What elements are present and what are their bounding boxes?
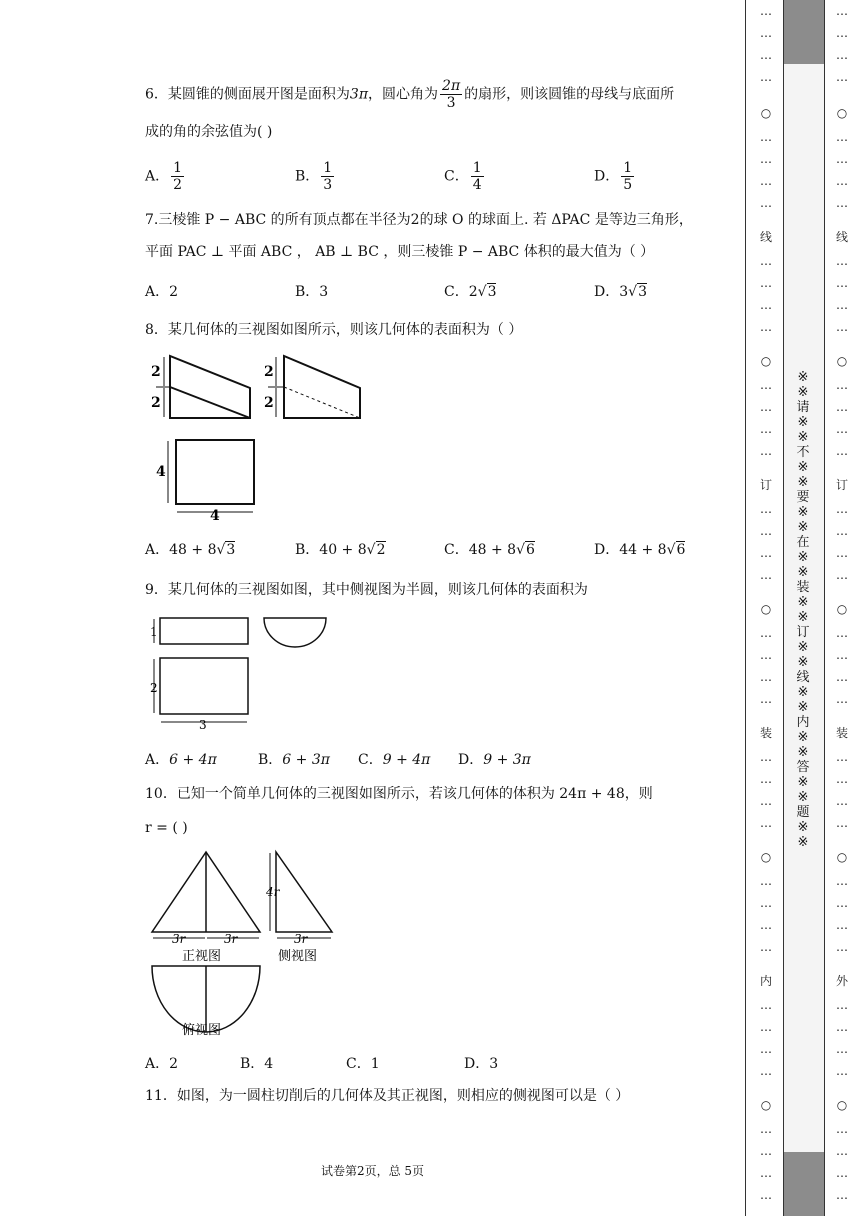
q8-opt-d-label: D． xyxy=(594,542,620,558)
outer-dots-7: … … … … xyxy=(836,750,848,830)
q7-opt-b-value: 3 xyxy=(319,284,329,300)
inner-dots-5: … … … … xyxy=(760,502,772,582)
inner-dots-9: … … … … xyxy=(760,998,772,1078)
q10-label-left-w: 3r xyxy=(172,932,186,946)
inner-mark-nei: 内 xyxy=(759,974,772,988)
q8-opt-d-radicand: 6 xyxy=(676,542,686,558)
q9-label-h1: 1 xyxy=(150,625,158,639)
q9-option-b xyxy=(258,750,330,770)
q10-label-right-w: 3r xyxy=(224,932,238,946)
question-8-line-1: 8．某几何体的三视图如图所示，则该几何体的表面积为（ ） xyxy=(145,322,523,338)
inner-mark-zhuang: 装 xyxy=(759,726,772,740)
q9-option-c xyxy=(358,750,430,770)
question-6-line-1 xyxy=(145,78,674,111)
q7-opt-d-label: D． xyxy=(594,284,620,300)
q8-opt-a-radicand: 3 xyxy=(226,542,236,558)
q6-opt-b-num: 1 xyxy=(323,160,333,176)
inner-dots-7: … … … … xyxy=(760,750,772,830)
q7-opt-b-label: B． xyxy=(295,284,320,300)
q8-opt-c-radicand: 6 xyxy=(526,542,535,558)
q8-label-side: 4 xyxy=(156,464,166,480)
q10-option-a xyxy=(145,1054,178,1074)
outer-mark-ding: 订 xyxy=(835,478,848,492)
q10-opt-d-value: 3 xyxy=(489,1056,499,1072)
outer-dots-4: … … … … xyxy=(836,378,848,458)
outer-dots-10: … … … … xyxy=(836,1122,848,1202)
q6-opt-a-num: 1 xyxy=(173,160,183,176)
q8-label-h2: 2 xyxy=(151,395,161,411)
q8-option-c: C．48 + 8√6 xyxy=(444,542,535,558)
question-11-line-1: 11．如图，为一圆柱切削后的几何体及其正视图，则相应的侧视图可以是（ ） xyxy=(145,1088,630,1104)
q10-opt-d-label: D． xyxy=(464,1056,490,1072)
margin-border-left xyxy=(745,0,746,1216)
outer-dots-8: … … … … xyxy=(836,874,848,954)
q8-label-h4: 2 xyxy=(264,395,274,411)
inner-circle-1: ○ xyxy=(760,106,772,120)
q10-opt-a-label: A． xyxy=(145,1056,170,1072)
q9-option-a xyxy=(145,750,217,770)
q6-text-c: 的扇形，则该圆锥的母线与底面所 xyxy=(464,86,675,103)
q6-option-c xyxy=(444,160,486,193)
q6-text-a: 6．某圆锥的侧面展开图是面积为 xyxy=(145,86,350,103)
q7-opt-c-coef: 2 xyxy=(468,284,478,300)
question-7-line-2: 平面 PAC ⊥ 平面 ABC ， AB ⊥ BC ，则三棱锥 P − ABC 体积的最大值为（ ） xyxy=(145,244,655,260)
q10-label-side-w: 3r xyxy=(294,932,308,946)
q10-opt-b-value: 4 xyxy=(264,1056,274,1072)
q10-label-top-view: 俯视图 xyxy=(182,1023,222,1038)
inner-circle-2: ○ xyxy=(760,354,772,368)
outer-circle-5: ○ xyxy=(836,1098,848,1112)
q6-opt-d-den: 5 xyxy=(623,177,633,193)
q10-label-front-view: 正视图 xyxy=(182,949,222,964)
q8-opt-a-label: A． xyxy=(145,542,170,558)
q8-opt-d-expr: 44 + 8 xyxy=(619,542,667,558)
q9-opt-b-value: 6 + 3π xyxy=(282,752,330,768)
q7-opt-a-value: 2 xyxy=(169,284,179,300)
binding-band-top-block xyxy=(783,0,825,64)
q8-label-bottom: 4 xyxy=(210,508,220,522)
no-answer-warning: ※※请※※不※※要※※在※※装※※订※※线※※内※※答※※题※※ xyxy=(796,370,810,850)
q10-label-side-view: 侧视图 xyxy=(278,949,318,964)
q10-option-d xyxy=(464,1054,498,1074)
q6-angle-num: 2π xyxy=(442,78,461,94)
q7-option-b xyxy=(295,282,328,302)
q7-opt-d-radicand: 3 xyxy=(638,284,647,300)
q10-label-side-h: 4r xyxy=(266,885,280,899)
inner-mark-ding: 订 xyxy=(759,478,772,492)
q6-angle-fraction xyxy=(440,78,462,111)
inner-circle-4: ○ xyxy=(760,850,772,864)
q8-opt-b-label: B． xyxy=(295,542,320,558)
outer-dots-5: … … … … xyxy=(836,502,848,582)
page-footer: 试卷第2页，总 5页 xyxy=(320,1164,425,1178)
q7-opt-c-radicand: 3 xyxy=(487,284,497,300)
q8-option-b: B．40 + 8√2 xyxy=(295,542,386,558)
inner-dots-6: … … … … xyxy=(760,626,772,706)
question-9-line-1: 9．某几何体的三视图如图，其中侧视图为半圆，则该几何体的表面积为 xyxy=(145,582,588,598)
q7-option-c: C．2√3 xyxy=(444,284,497,300)
q10-option-b xyxy=(240,1054,273,1074)
q9-opt-c-value: 9 + 4π xyxy=(382,752,431,768)
q9-opt-a-value: 6 + 4π xyxy=(169,752,217,768)
q10-three-view-figure xyxy=(148,848,338,1040)
outer-circle-1: ○ xyxy=(836,106,848,120)
q10-opt-b-label: B． xyxy=(240,1056,265,1072)
q9-option-d xyxy=(458,750,531,770)
q9-opt-c-label: C． xyxy=(358,752,383,768)
q8-label-h3: 2 xyxy=(264,364,274,380)
outer-circle-4: ○ xyxy=(836,850,848,864)
q10-opt-c-value: 1 xyxy=(370,1056,380,1072)
q6-opt-d-num: 1 xyxy=(623,160,633,176)
outer-mark-wai: 外 xyxy=(835,974,848,988)
inner-dots-2: … … … … xyxy=(760,130,772,210)
outer-mark-xian: 线 xyxy=(835,230,848,244)
q9-three-view-figure xyxy=(146,612,336,732)
q8-opt-a-expr: 48 + 8 xyxy=(169,542,217,558)
q6-option-d xyxy=(594,160,636,193)
q6-angle-den: 3 xyxy=(446,95,456,111)
q6-opt-c-label: C． xyxy=(444,168,469,185)
outer-dots-9: … … … … xyxy=(836,998,848,1078)
question-6-line-2: 成的角的余弦值为( ) xyxy=(145,124,273,140)
outer-dots-1: … … … … xyxy=(836,4,848,84)
q9-opt-b-label: B． xyxy=(258,752,283,768)
q8-opt-c-label: C． xyxy=(444,542,469,558)
inner-dots-8: … … … … xyxy=(760,874,772,954)
q9-opt-a-label: A． xyxy=(145,752,170,768)
question-10-line-2: r = ( ) xyxy=(145,820,188,836)
q6-opt-b-den: 3 xyxy=(323,177,333,193)
q6-opt-c-num: 1 xyxy=(472,160,482,176)
q7-option-a xyxy=(145,282,178,302)
q9-label-w: 3 xyxy=(199,718,207,732)
q8-opt-b-expr: 40 + 8 xyxy=(319,542,367,558)
binding-band-bottom-block xyxy=(783,1152,825,1216)
q6-opt-c-den: 4 xyxy=(472,177,482,193)
inner-dots-3: … … … … xyxy=(760,254,772,334)
inner-circle-3: ○ xyxy=(760,602,772,616)
q6-option-a xyxy=(145,160,186,193)
q8-opt-c-expr: 48 + 8 xyxy=(468,542,517,558)
outer-dots-2: … … … … xyxy=(836,130,848,210)
inner-dots-1: … … … … xyxy=(760,4,772,84)
inner-dots-10: … … … … xyxy=(760,1122,772,1202)
q9-opt-d-label: D． xyxy=(458,752,484,768)
q9-label-h2: 2 xyxy=(150,681,158,695)
q8-option-a: A．48 + 8√3 xyxy=(145,542,236,558)
outer-circle-2: ○ xyxy=(836,354,848,368)
outer-dots-6: … … … … xyxy=(836,626,848,706)
q6-opt-b-label: B． xyxy=(295,168,320,185)
q10-option-c xyxy=(346,1054,380,1074)
q6-text-b: ，圆心角为 xyxy=(368,86,439,103)
q7-opt-a-label: A． xyxy=(145,284,170,300)
q6-area: 3π xyxy=(349,86,369,103)
question-7-line-1: 7.三棱锥 P − ABC 的所有顶点都在半径为2的球 O 的球面上. 若 ΔPAC 是等边三角形， xyxy=(145,212,693,228)
q8-option-d: D．44 + 8√6 xyxy=(594,542,686,558)
q6-option-b xyxy=(295,160,336,193)
q10-opt-a-value: 2 xyxy=(169,1056,179,1072)
q7-opt-d-coef: 3 xyxy=(619,284,629,300)
inner-mark-xian: 线 xyxy=(759,230,772,244)
q7-opt-c-label: C． xyxy=(444,284,469,300)
q8-opt-b-radicand: 2 xyxy=(376,542,386,558)
q8-three-view-figure xyxy=(148,352,368,522)
q6-opt-a-den: 2 xyxy=(173,177,183,193)
inner-circle-5: ○ xyxy=(760,1098,772,1112)
outer-mark-zhuang: 装 xyxy=(835,726,848,740)
q8-label-h1: 2 xyxy=(151,364,161,380)
question-10-line-1: 10．已知一个简单几何体的三视图如图所示，若该几何体的体积为 24π + 48，则 xyxy=(145,786,653,802)
outer-circle-3: ○ xyxy=(836,602,848,616)
q7-option-d: D．3√3 xyxy=(594,284,647,300)
inner-dots-4: … … … … xyxy=(760,378,772,458)
q6-opt-a-label: A． xyxy=(145,168,170,185)
q9-opt-d-value: 9 + 3π xyxy=(483,752,531,768)
q10-opt-c-label: C． xyxy=(346,1056,371,1072)
outer-dots-3: … … … … xyxy=(836,254,848,334)
q6-opt-d-label: D． xyxy=(594,168,620,185)
